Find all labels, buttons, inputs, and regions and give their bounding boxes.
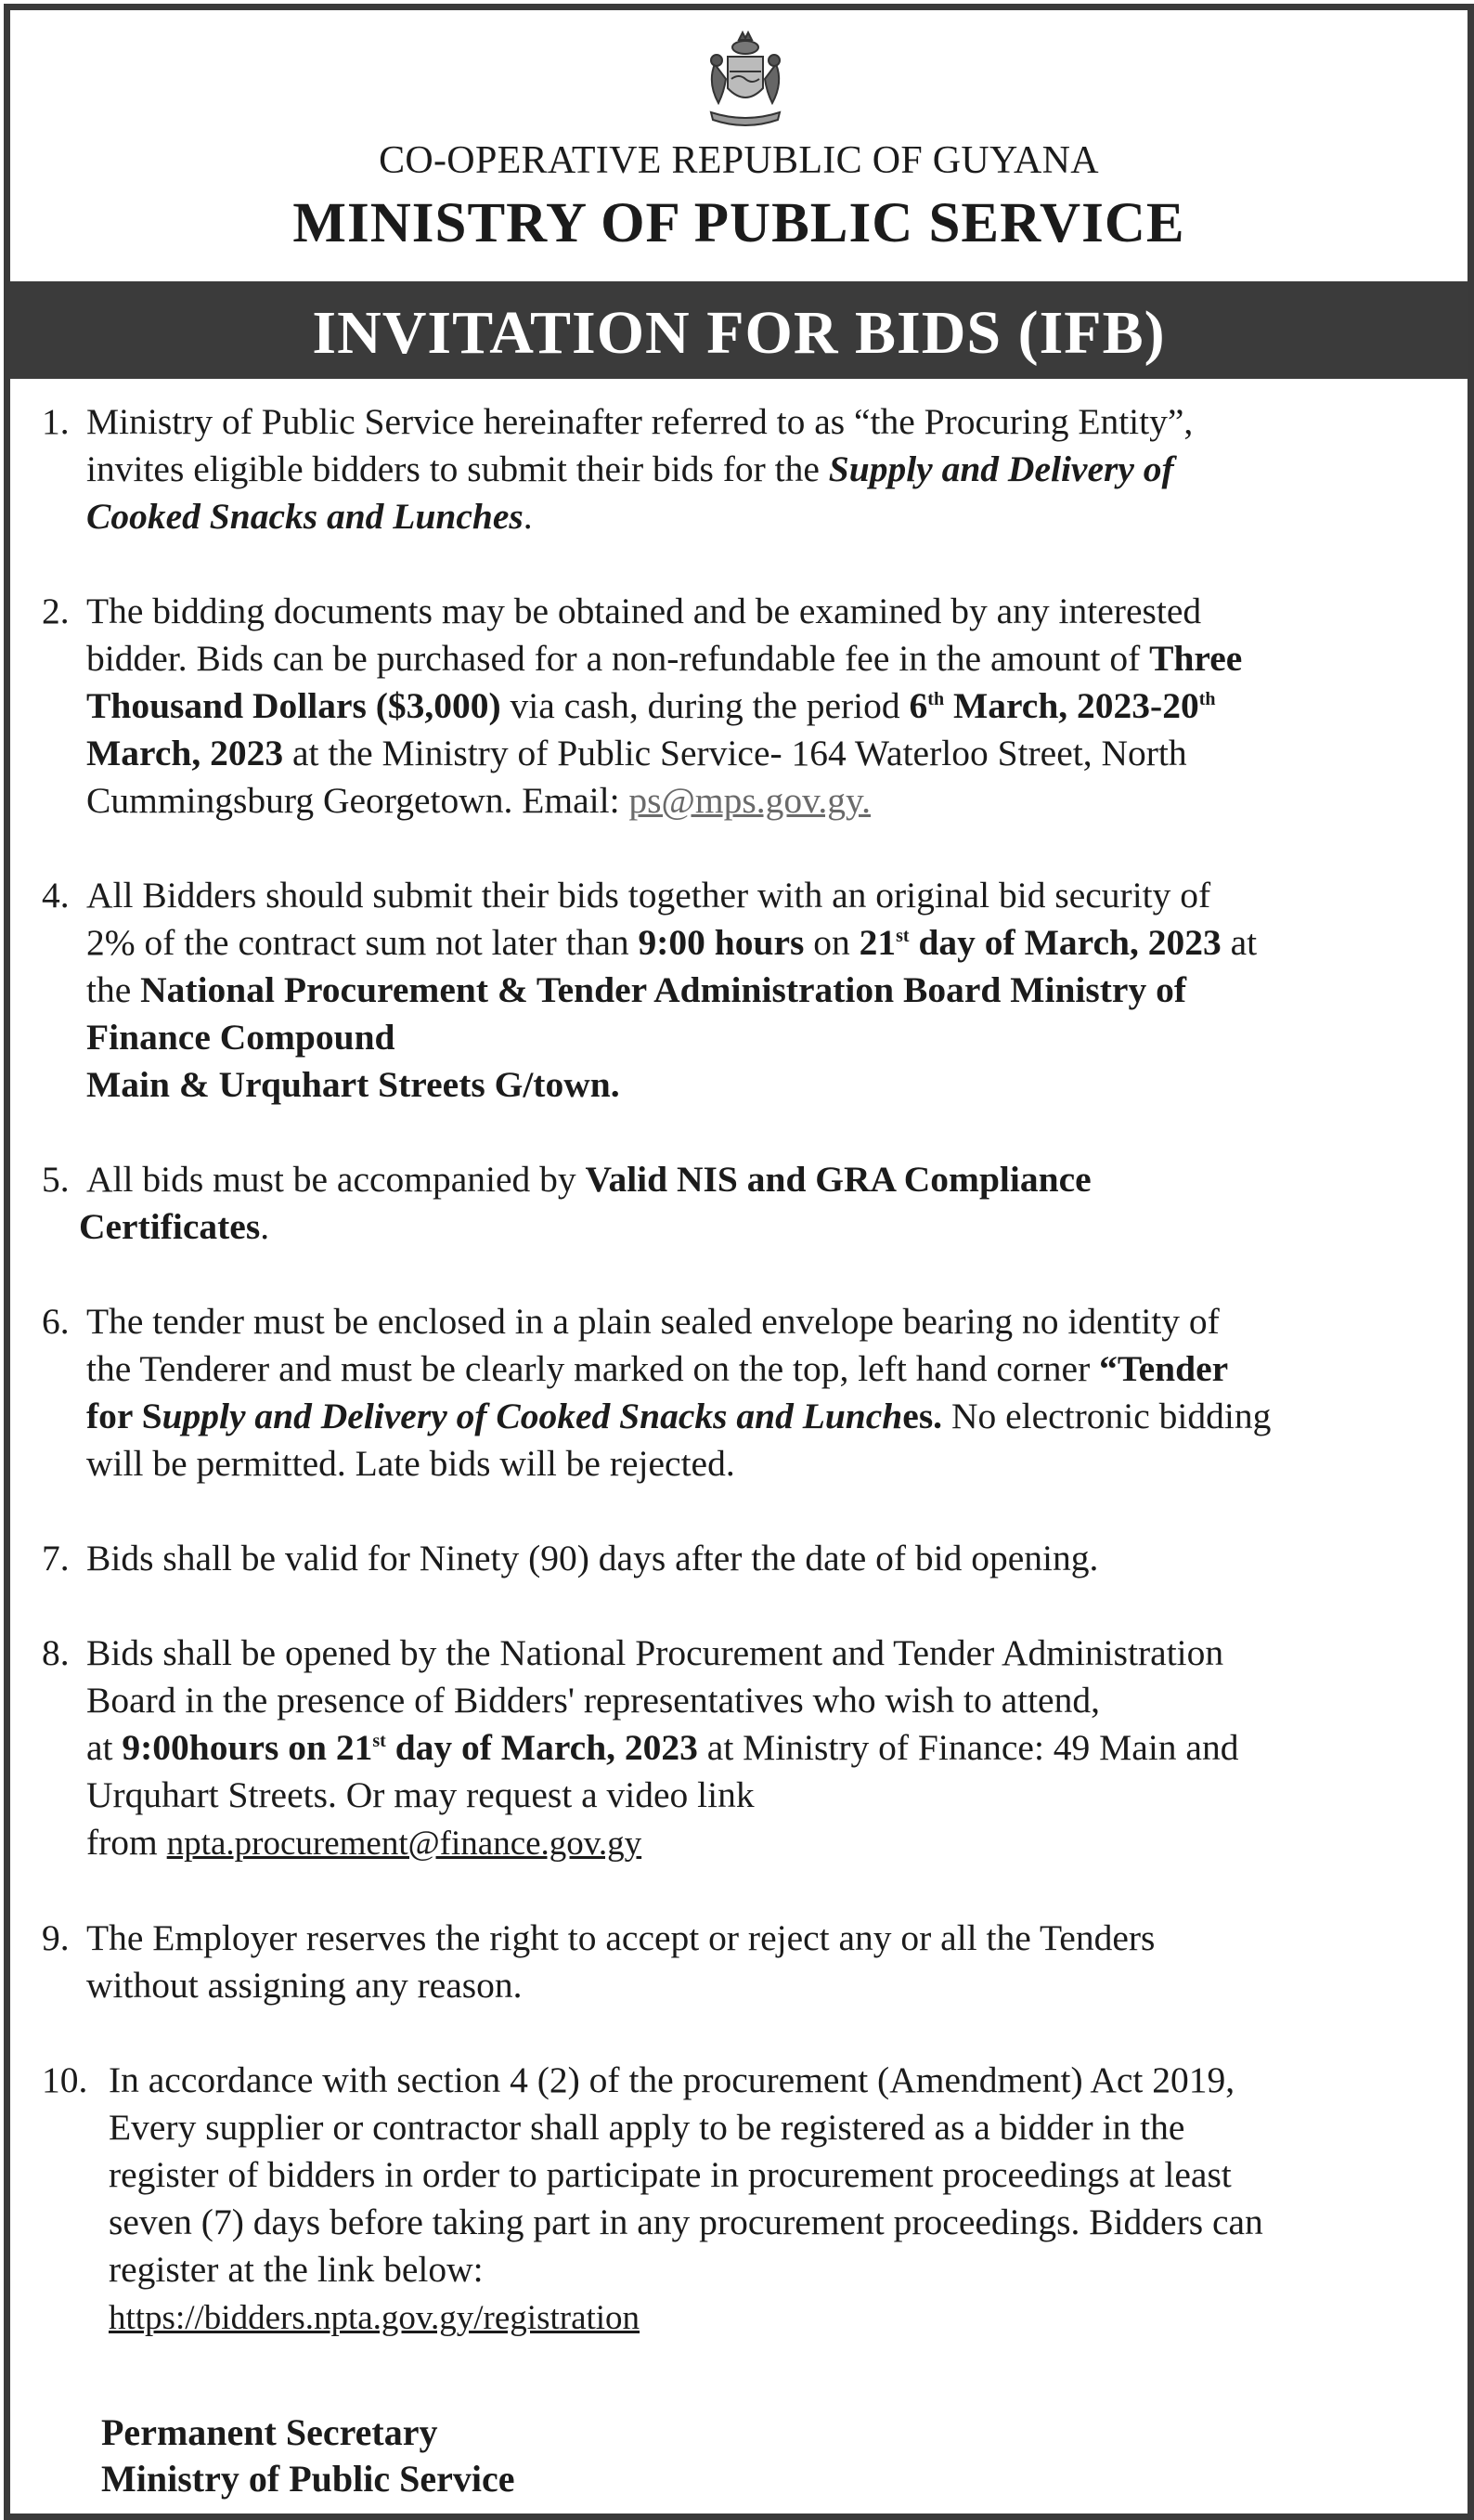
clause-text: Bids shall be opened by the National Procurement and Tender Administration Board in the presence of Bidders' representatives who wish to attend, at 9:00hours on 21st day of March, 2023 at Ministry of Finance: 49 Main and Urquhart Streets. Or may request a video link from npta.procurement@finance.gov.gy bbox=[86, 1632, 1239, 1863]
clause-5 bbox=[42, 1156, 1462, 1251]
clause-6 bbox=[42, 1298, 1462, 1487]
registration-link[interactable]: https://bidders.npta.gov.gy/registration bbox=[109, 2299, 640, 2337]
clause-number: 2. bbox=[42, 591, 70, 631]
clause-number: 9. bbox=[42, 1917, 70, 1958]
notice-title: INVITATION FOR BIDS (IFB) bbox=[312, 299, 1166, 367]
clause-number: 7. bbox=[42, 1538, 70, 1578]
clause-7 bbox=[42, 1535, 1462, 1582]
email-link[interactable]: ps@mps.gov.gy. bbox=[628, 780, 872, 821]
clause-text: The bidding documents may be obtained and be examined by any interested bidder. Bids can be purchased for a non-refundable fee in the amount of Three Thousand Dollars ($3,000) via cash, during the period 6th March, 2023-20th March, 2023 at the Ministry of Public Service- 164 Waterloo Street, North Cummingsburg Georgetown. Email: ps@mps.gov.gy. bbox=[86, 591, 1243, 821]
ministry-name: MINISTRY OF PUBLIC SERVICE bbox=[292, 192, 1185, 254]
clause-number: 10. bbox=[42, 2059, 88, 2100]
clause-2 bbox=[42, 588, 1462, 825]
clause-10 bbox=[42, 2057, 1462, 2342]
clause-number: 1. bbox=[42, 401, 70, 442]
clause-text: All bids must be accompanied by Valid NIS and GRA Compliance Certificates. bbox=[79, 1159, 1092, 1247]
clause-9 bbox=[42, 1915, 1462, 2009]
clause-number: 6. bbox=[42, 1301, 70, 1342]
signature-block bbox=[101, 2410, 514, 2502]
clause-text: The tender must be enclosed in a plain sealed envelope bearing no identity of the Tenderer and must be clearly marked on the top, left hand corner “Tender for Supply and Delivery of Cooked Snacks and Lunches. No electronic bidding will be permitted. Late bids will be rejected. bbox=[86, 1301, 1272, 1484]
clause-text: All Bidders should submit their bids together with an original bid security of 2% of the contract sum not later than 9:00 hours on 21st day of March, 2023 at the National Procurement & Tender Administration Board Ministry of Finance Compound Main & Urquhart Streets G/town. bbox=[86, 875, 1258, 1105]
clause-number: 5. bbox=[42, 1159, 70, 1200]
clause-text: Ministry of Public Service hereinafter referred to as “the Procuring Entity”, invites eligible bidders to submit their bids for the Supply and Delivery of Cooked Snacks and Lunches. bbox=[86, 401, 1194, 537]
clause-8 bbox=[42, 1630, 1462, 1867]
clause-text: The Employer reserves the right to accept or reject any or all the Tenders without assigning any reason. bbox=[86, 1917, 1156, 2006]
clause-text: In accordance with section 4 (2) of the procurement (Amendment) Act 2019, Every supplier or contractor shall apply to be registered as a bidder in the register of bidders in order to participate in procurement proceedings at least seven (7) days before taking part in any procurement proceedings. Bidders can register at the link below: https://bidders.npta.gov.gy/registration bbox=[109, 2059, 1263, 2337]
country-name: CO-OPERATIVE REPUBLIC OF GUYANA bbox=[379, 139, 1099, 182]
ifb-notice bbox=[4, 4, 1474, 2520]
clause-number: 8. bbox=[42, 1632, 70, 1673]
clause-4 bbox=[42, 872, 1462, 1109]
clause-number: 4. bbox=[42, 875, 70, 916]
guyana-coat-of-arms-icon bbox=[691, 27, 800, 136]
clause-1 bbox=[42, 398, 1462, 540]
signatory-ministry: Ministry of Public Service bbox=[101, 2458, 515, 2500]
signatory-title: Permanent Secretary bbox=[101, 2411, 438, 2453]
clause-text: Bids shall be valid for Ninety (90) days after the date of bid opening. bbox=[86, 1538, 1099, 1578]
notice-body bbox=[42, 398, 1462, 2342]
email-link[interactable]: npta.procurement@finance.gov.gy bbox=[166, 1825, 642, 1863]
